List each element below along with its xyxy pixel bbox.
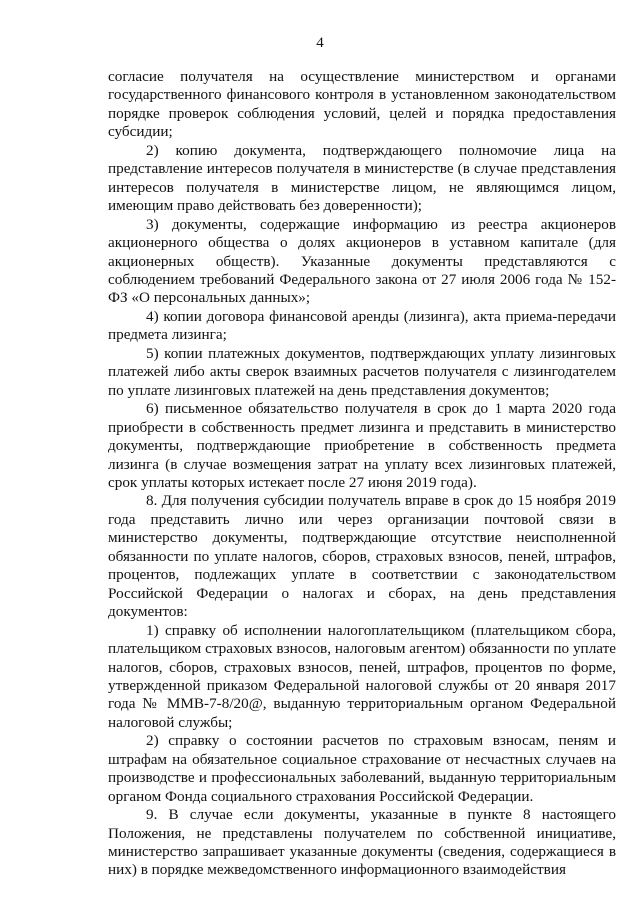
paragraph-section-8-item-1: 1) справку об исполнении налогоплательщиком (плательщиком сбора, плательщиком страховых взносов, налоговым агентом) обязанности по уплате налогов, сборов, страховых взносов, пеней, штрафов, процентов по форме, утвержденной приказом Федеральной налоговой службы от 20 января 2017 года № ММВ-7-8/20@, выданную территориальным органом Федеральной налоговой службы; [108, 621, 616, 731]
paragraph-item-2: 2) копию документа, подтверждающего полномочие лица на представление интересов получателя в министерстве (в случае представления интересов получателя в министерстве лицом, не являющимся лицом, имеющим право действовать без доверенности); [108, 141, 616, 215]
paragraph-item-6: 6) письменное обязательство получателя в срок до 1 марта 2020 года приобрести в собственность предмет лизинга и представить в министерство документы, подтверждающие приобретение в собственность предмета лизинга (в случае возмещения затрат на уплату всех лизинговых платежей, срок уплаты которых истекает после 27 июня 2019 года). [108, 400, 616, 491]
document-body [108, 68, 616, 880]
paragraph-section-8: 8. Для получения субсидии получатель вправе в срок до 15 ноября 2019 года представить лично или через организации почтовой связи в министерство документы, подтверждающие отсутствие неисполненной обязанности по уплате налогов, сборов, страховых взносов, пеней, штрафов, процентов, подлежащих уплате в соответствии с законодательством Российской Федерации о налогах и сборах, на день представления документов: [108, 492, 616, 621]
paragraph-section-9: 9. В случае если документы, указанные в пункте 8 настоящего Положения, не представлены получателем по собственной инициативе, министерство запрашивает указанные документы (сведения, содержащиеся в них) в порядке межведомственного информационного взаимодействия [108, 806, 616, 879]
paragraph-item-4: 4) копии договора финансовой аренды (лизинга), акта приема-передачи предмета лизинга; [108, 307, 616, 344]
paragraph-item-5: 5) копии платежных документов, подтверждающих уплату лизинговых платежей либо акты сверок взаимных расчетов получателя с лизингодателем по уплате лизинговых платежей на день представления документов; [108, 344, 616, 399]
paragraph-consent-continuation: согласие получателя на осуществление министерством и органами государственного финансового контроля в установленном законодательством порядке проверок соблюдения условий, целей и порядка предоставления субсидии; [108, 68, 616, 141]
page-number: 4 [316, 35, 324, 51]
paragraph-section-8-item-2: 2) справку о состоянии расчетов по страховым взносам, пеням и штрафам на обязательное социальное страхование от несчастных случаев на производстве и профессиональных заболеваний, выданную территориальным органом Фонда социального страхования Российской Федерации. [108, 732, 616, 805]
paragraph-item-3: 3) документы, содержащие информацию из реестра акционеров акционерного общества о долях акционеров в уставном капитале (для акционерных обществ). Указанные документы представляются с соблюдением требований Федерального закона от 27 июля 2006 года № 152-ФЗ «О персональных данных»; [108, 215, 616, 307]
